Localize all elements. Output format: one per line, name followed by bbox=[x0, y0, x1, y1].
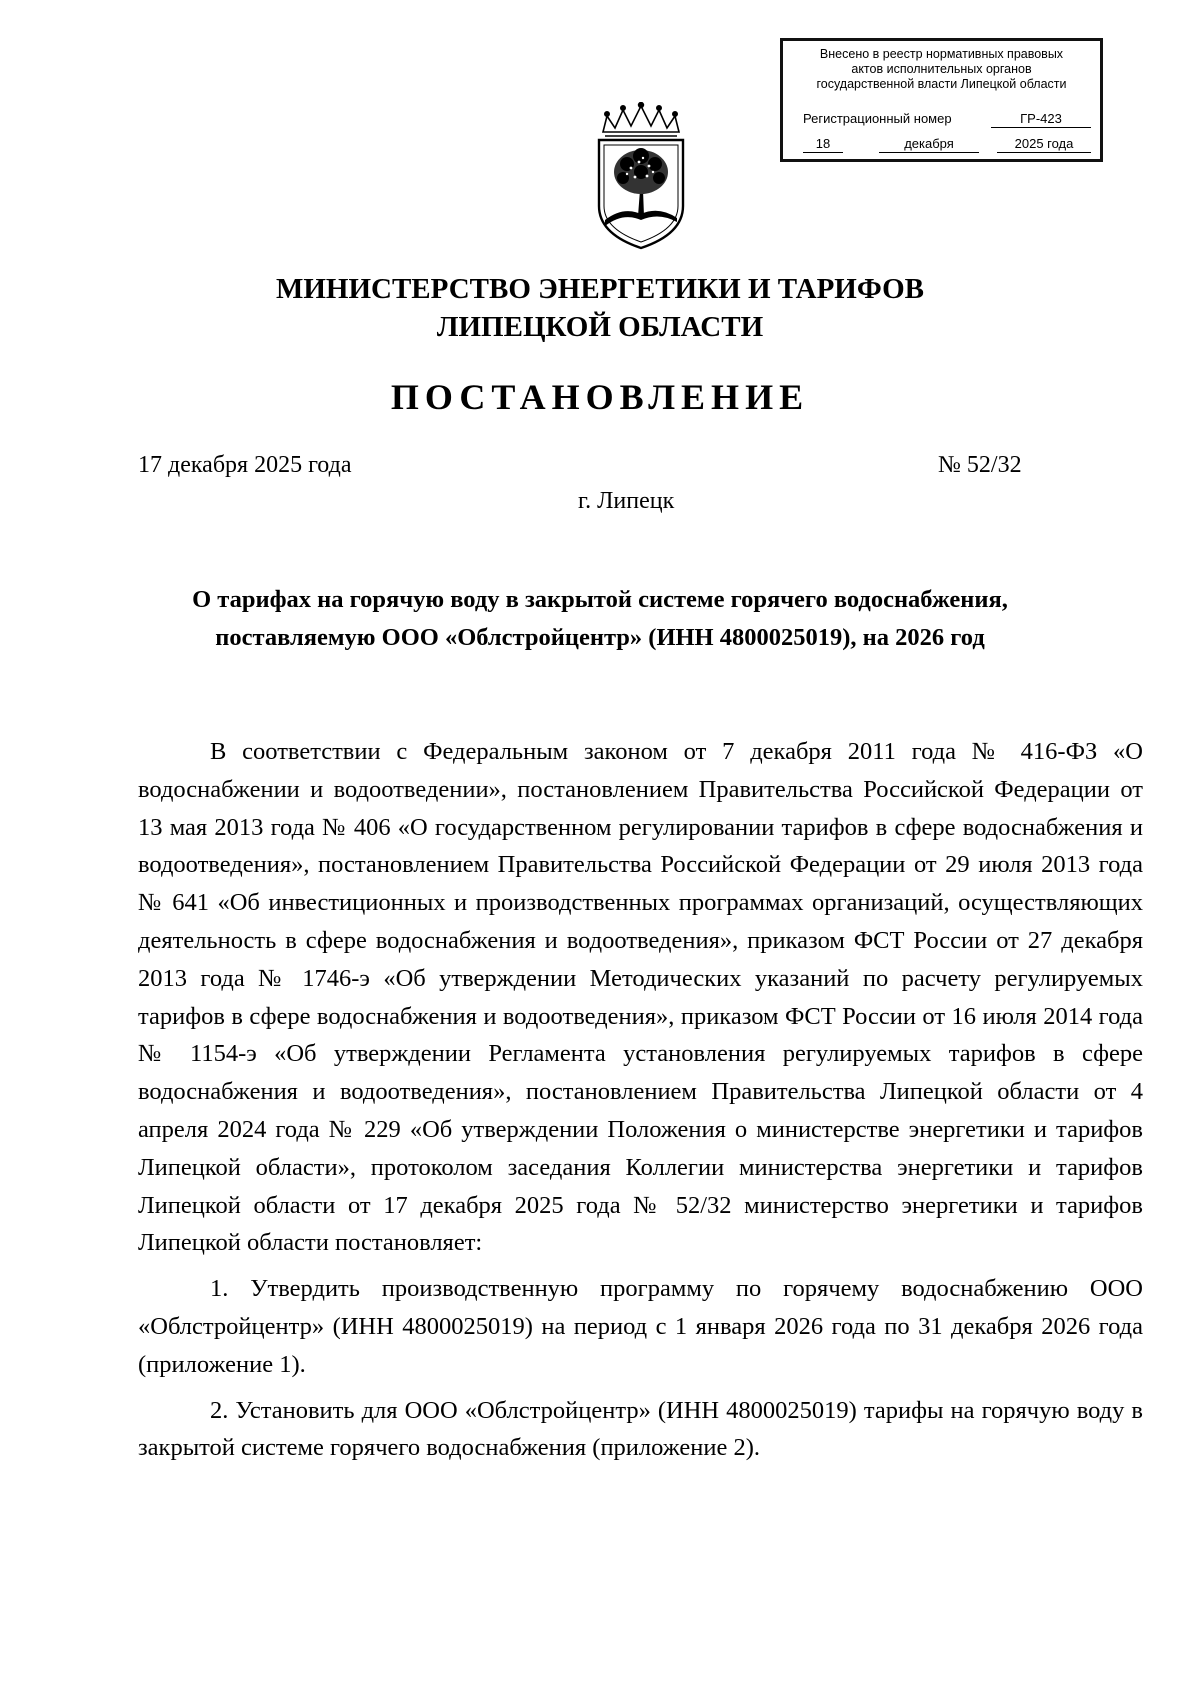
document-subject bbox=[0, 581, 1200, 657]
registration-line-3: государственной власти Липецкой области bbox=[816, 77, 1067, 91]
item-2-paragraph: 2. Установить для ООО «Облстройцентр» (ИНН 4800025019) тарифы на горячую воду в закрытой системе горячего водоснабжения (приложение 2). bbox=[138, 1396, 1143, 1462]
registration-year: 2025 года bbox=[997, 136, 1091, 153]
registration-month: декабря bbox=[879, 136, 979, 153]
subject-line-1: О тарифах на горячую воду в закрытой системе горячего водоснабжения, bbox=[192, 586, 1008, 613]
ministry-heading bbox=[0, 270, 1200, 346]
registration-day: 18 bbox=[803, 136, 843, 153]
item-1-paragraph: 1. Утвердить производственную программу по горячему водоснабжению ООО «Облстройцентр» (ИНН 4800025019) на период с 1 января 2026 года по 31 декабря 2026 года (приложение 1). bbox=[138, 1275, 1143, 1378]
ministry-line-1: МИНИСТЕРСТВО ЭНЕРГЕТИКИ И ТАРИФОВ bbox=[275, 273, 925, 305]
document-date: 17 декабря 2025 года bbox=[138, 452, 352, 478]
document-body bbox=[138, 733, 1143, 1467]
subject-line-2: поставляемую ООО «Облстройцентр» (ИНН 4800025019), на 2026 год bbox=[215, 624, 985, 651]
coat-of-arms-icon bbox=[593, 102, 689, 252]
registration-line-1: Внесено в реестр нормативных правовых bbox=[819, 47, 1064, 61]
document-city: г. Липецк bbox=[578, 488, 675, 514]
document-number: № 52/32 bbox=[938, 452, 1022, 478]
preamble-paragraph: В соответствии с Федеральным законом от 7 декабря 2011 года № 416-ФЗ «О водоснабжении и водоотведении», постановлением Правительства Российской Федерации от 13 мая 2013 года № 406 «О государственном регулировании тарифов в сфере водоснабжения и водоотведения», постановлением Правительства Российской Федерации от 29 июля 2013 года № 641 «Об инвестиционных и производственных программах организаций, осуществляющих деятельность в сфере водоснабжения и водоотведения», приказом ФСТ России от 27 декабря 2013 года № 1746-э «Об утверждении Методических указаний по расчету регулируемых тарифов в сфере водоснабжения и водоотведения», приказом ФСТ России от 16 июля 2014 года № 1154-э «Об утверждении Регламента установления регулируемых тарифов в сфере водоснабжения и водоотведения», постановлением Правительства Липецкой области от 4 апреля 2024 года № 229 «Об утверждении Положения о министерстве энергетики и тарифов Липецкой области», протоколом заседания Коллегии министерства энергетики и тарифов Липецкой области от 17 декабря 2025 года № 52/32 министерство энергетики и тарифов Липецкой области постановляет: bbox=[138, 738, 1143, 1257]
document-type: ПОСТАНОВЛЕНИЕ bbox=[390, 377, 810, 417]
registration-stamp bbox=[780, 38, 1103, 162]
registration-number-label: Регистрационный номер bbox=[803, 111, 952, 126]
ministry-line-2: ЛИПЕЦКОЙ ОБЛАСТИ bbox=[436, 311, 764, 343]
registration-number-value: ГР-423 bbox=[991, 111, 1091, 128]
registration-line-2: актов исполнительных органов bbox=[851, 62, 1032, 76]
